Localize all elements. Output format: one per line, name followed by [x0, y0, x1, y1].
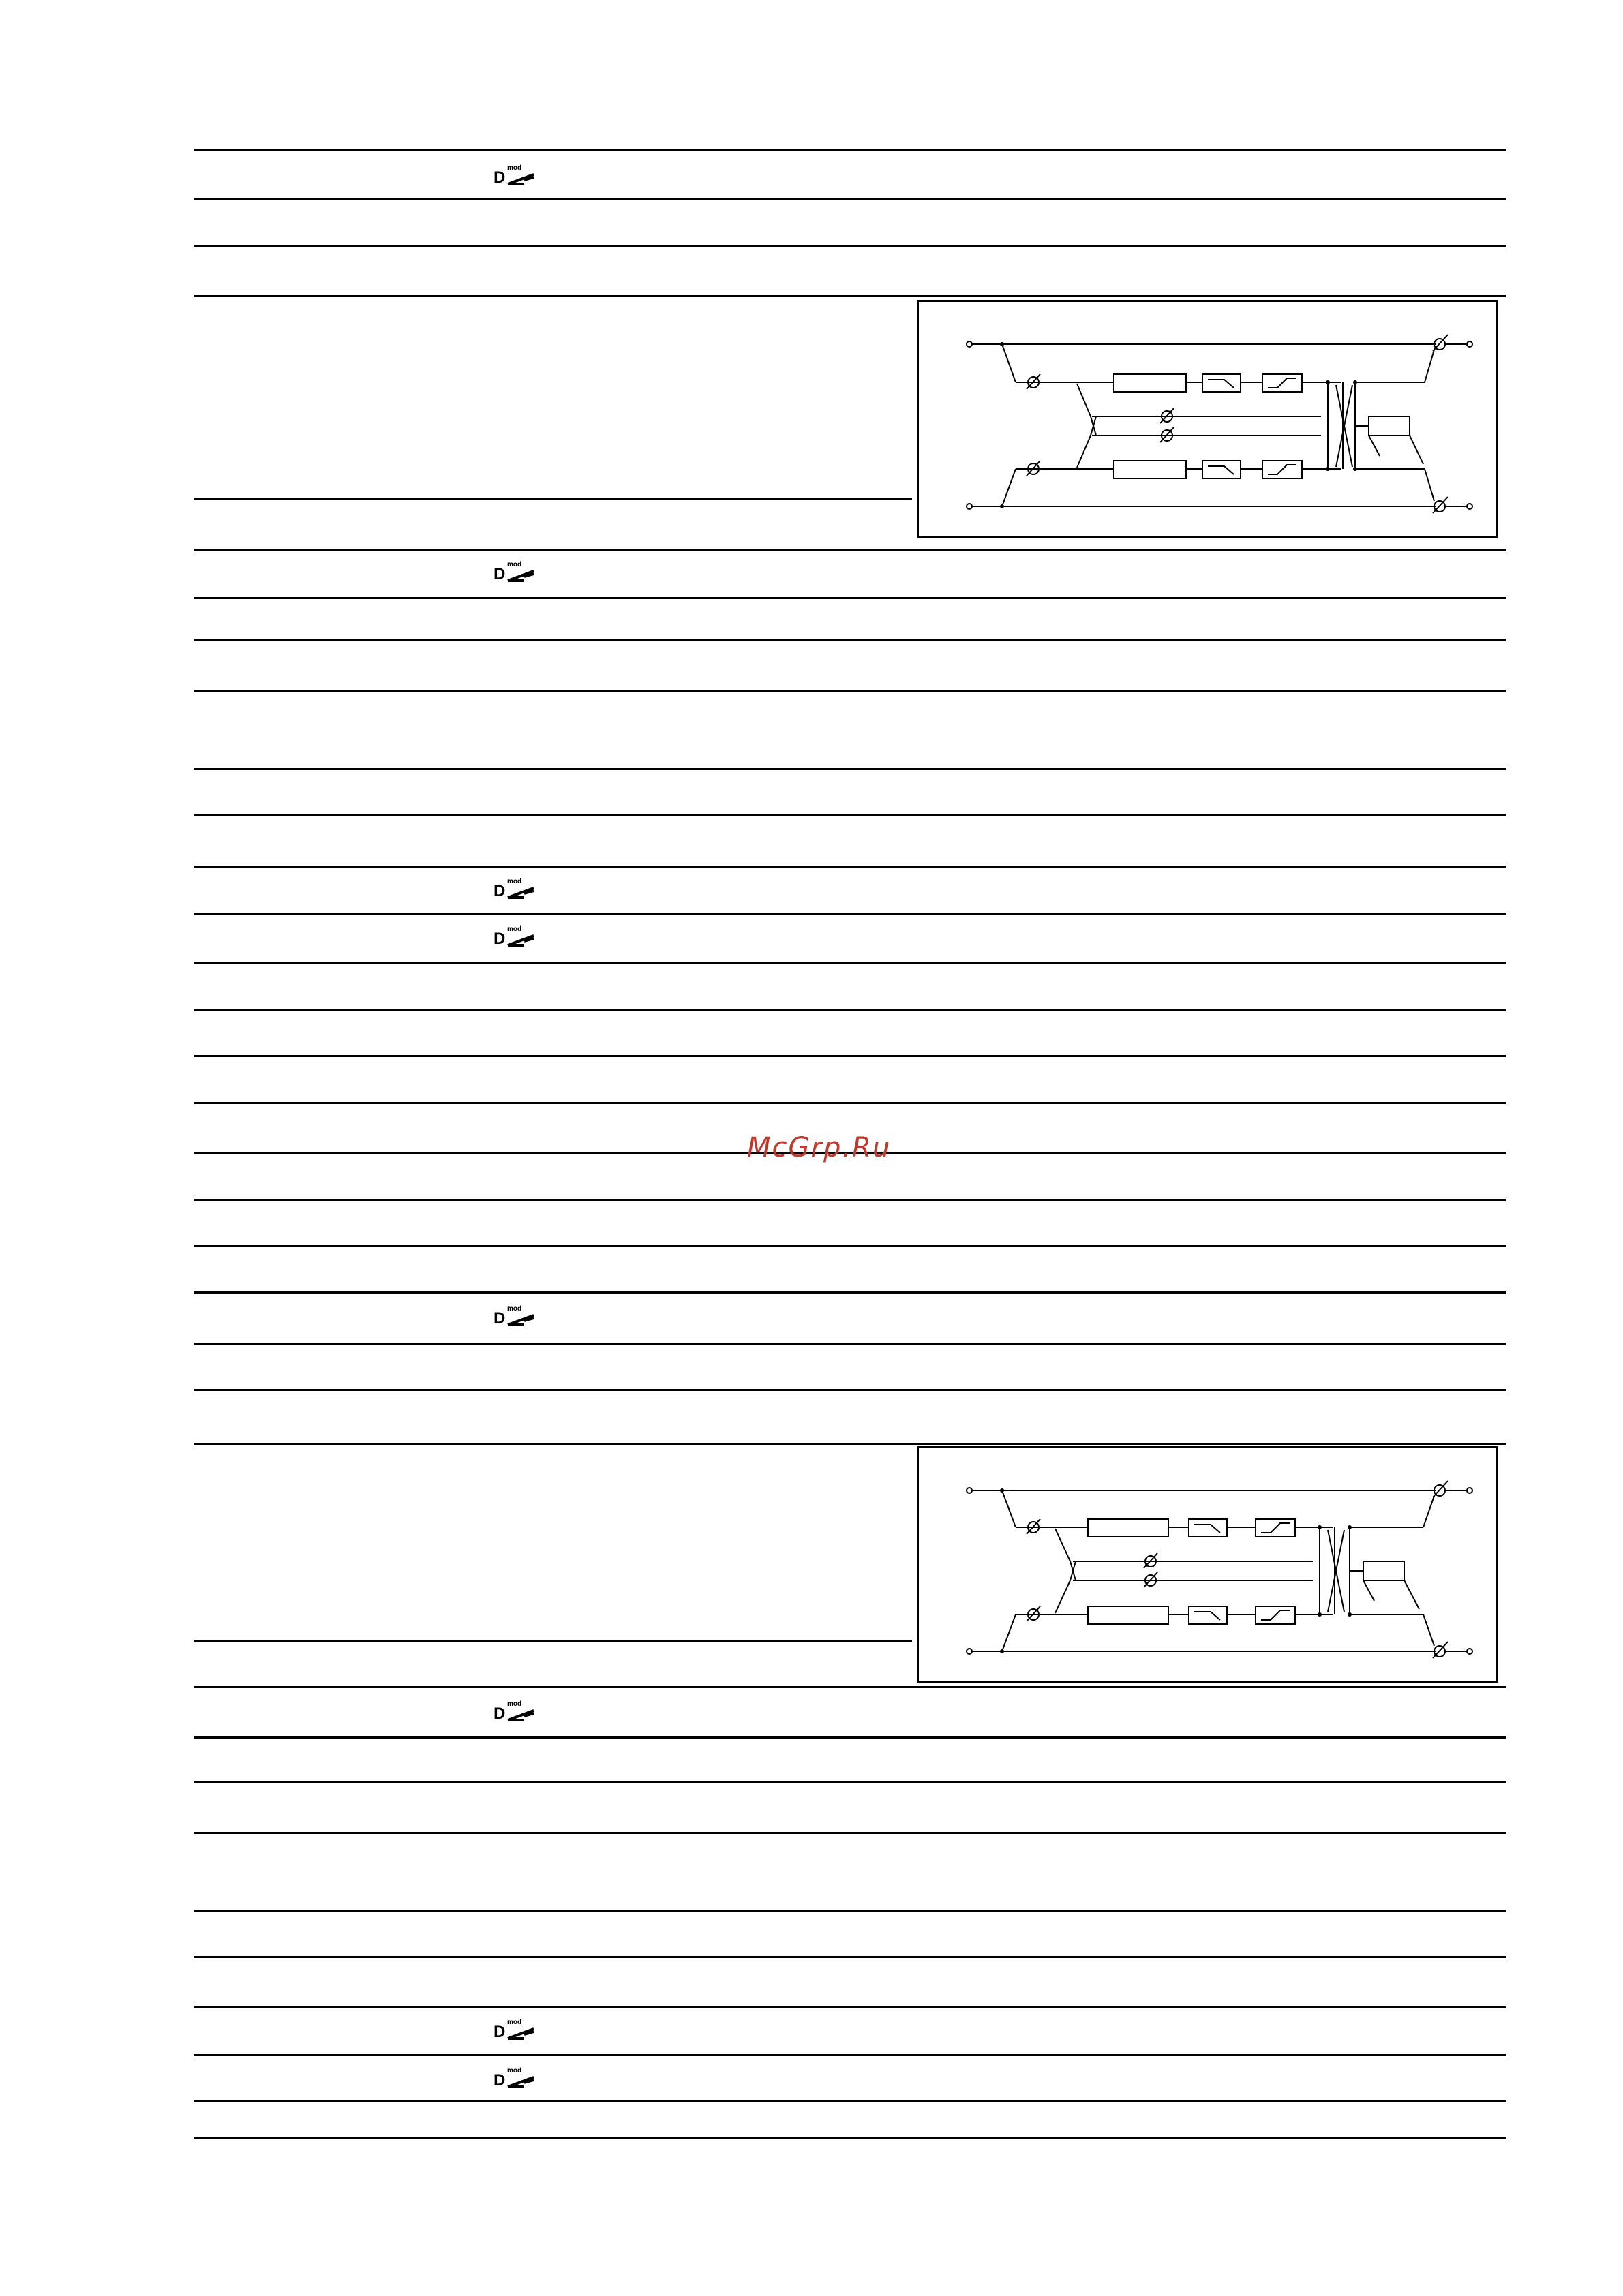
table-rule	[194, 2100, 1506, 2102]
dmod-superscript: mod	[507, 164, 522, 172]
table-rule	[194, 549, 1506, 551]
dmod-letter: D	[494, 882, 506, 900]
dmod-icon	[494, 2019, 539, 2042]
dmod-letter: D	[494, 1704, 506, 1723]
table-rule	[194, 690, 1506, 692]
dmod-wave-icon	[505, 1313, 536, 1328]
table-rule	[194, 1736, 1506, 1739]
table-rule	[194, 1389, 1506, 1391]
watermark: McGrp.Ru	[747, 1132, 892, 1163]
dmod-superscript: mod	[507, 925, 522, 933]
dmod-superscript: mod	[507, 2067, 522, 2075]
table-rule	[194, 498, 912, 500]
table-rule	[194, 1199, 1506, 1201]
table-rule	[194, 295, 1506, 297]
dmod-letter: D	[494, 168, 506, 187]
table-rule	[194, 1102, 1506, 1104]
dmod-superscript: mod	[507, 561, 522, 568]
table-rule	[194, 1009, 1506, 1011]
dmod-letter: D	[494, 2071, 506, 2090]
table-rule	[194, 962, 1506, 964]
table-rule	[194, 1910, 1506, 1912]
table-rule	[194, 2054, 1506, 2056]
table-rule	[194, 639, 1506, 641]
table-rule	[194, 597, 1506, 599]
dmod-icon	[494, 1305, 539, 1329]
table-rule	[194, 1443, 1506, 1445]
dmod-wave-icon	[505, 2075, 536, 2090]
table-rule	[194, 2006, 1506, 2008]
dmod-wave-icon	[505, 1708, 536, 1723]
block-diagram-1	[917, 300, 1498, 538]
table-rule	[194, 1781, 1506, 1783]
dmod-wave-icon	[505, 2026, 536, 2041]
dmod-wave-icon	[505, 885, 536, 900]
dmod-icon	[494, 2067, 539, 2091]
dmod-wave-icon	[505, 933, 536, 948]
table-rule	[194, 149, 1506, 151]
dmod-letter: D	[494, 930, 506, 948]
table-rule	[194, 866, 1506, 868]
dmod-letter: D	[494, 565, 506, 583]
signal-flow-diagram-icon	[919, 302, 1496, 536]
dmod-superscript: mod	[507, 1700, 522, 1708]
dmod-wave-icon	[505, 568, 536, 583]
block-diagram-2	[917, 1446, 1498, 1683]
table-rule	[194, 913, 1506, 915]
table-rule	[194, 1832, 1506, 1834]
table-rule	[194, 2137, 1506, 2139]
table-rule	[194, 814, 1506, 816]
table-rule	[194, 198, 1506, 200]
dmod-superscript: mod	[507, 2019, 522, 2026]
dmod-superscript: mod	[507, 878, 522, 885]
table-rule	[194, 1640, 912, 1642]
dmod-wave-icon	[505, 172, 536, 187]
dmod-letter: D	[494, 2023, 506, 2041]
dmod-icon	[494, 1700, 539, 1724]
dmod-icon	[494, 925, 539, 949]
table-rule	[194, 1956, 1506, 1958]
table-rule	[194, 1686, 1506, 1688]
dmod-letter: D	[494, 1309, 506, 1328]
table-rule	[194, 1291, 1506, 1294]
dmod-superscript: mod	[507, 1305, 522, 1313]
table-rule	[194, 1245, 1506, 1247]
table-rule	[194, 1055, 1506, 1057]
dmod-icon	[494, 878, 539, 902]
table-rule	[194, 1343, 1506, 1345]
table-rule	[194, 245, 1506, 247]
dmod-icon	[494, 561, 539, 585]
signal-flow-diagram-icon	[919, 1448, 1496, 1681]
table-rule	[194, 768, 1506, 770]
dmod-icon	[494, 164, 539, 188]
